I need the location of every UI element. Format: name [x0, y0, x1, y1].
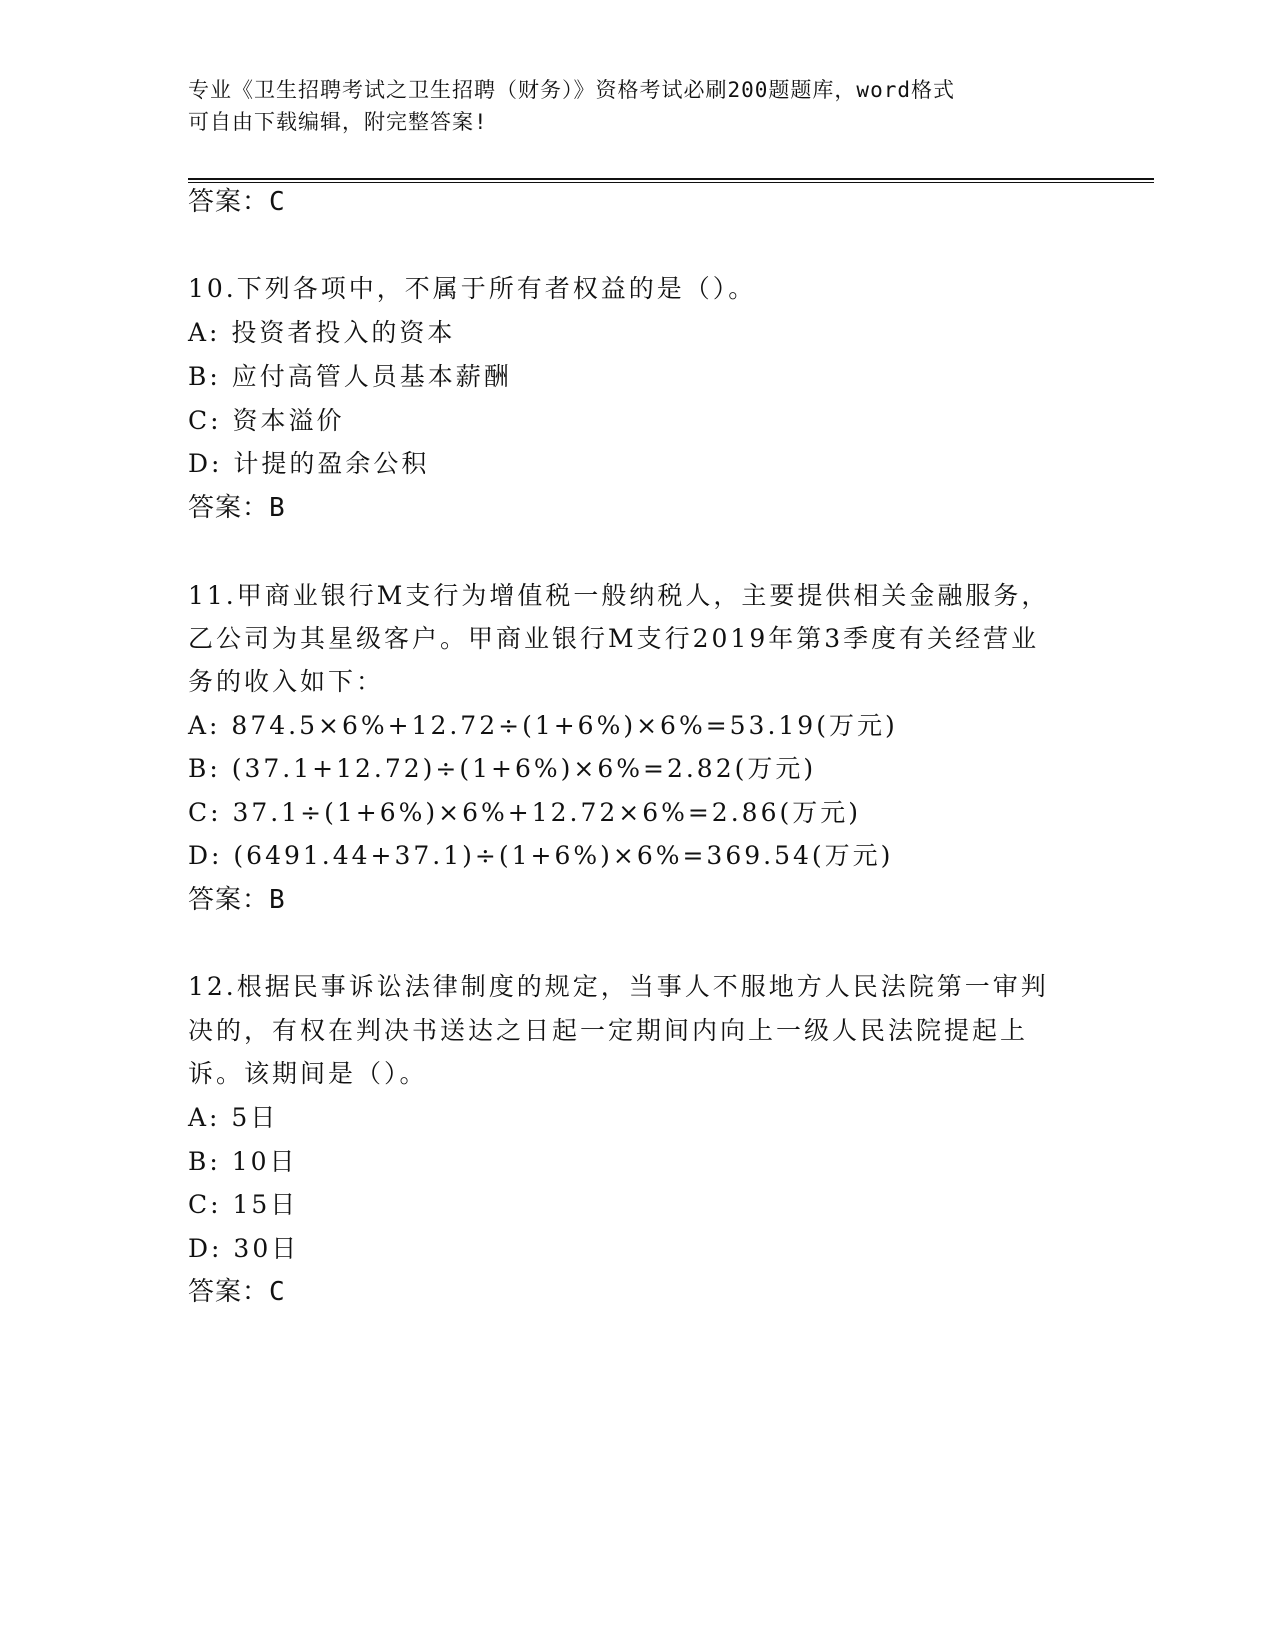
option-d: D: 计提的盈余公积	[188, 449, 430, 478]
question-stem-line-2: 决的，有权在判决书送达之日起一定期间内向上一级人民法院提起上	[188, 1016, 1029, 1045]
option-a: A: 投资者投入的资本	[188, 318, 456, 347]
document-header	[188, 74, 1068, 138]
question-stem-line-2: 乙公司为其星级客户。甲商业银行M支行2019年第3季度有关经营业	[188, 624, 1040, 653]
header-line-2: 可自由下载编辑，附完整答案!	[188, 110, 488, 134]
question-stem: 10.下列各项中，不属于所有者权益的是（）。	[188, 274, 757, 303]
header-divider-thick	[188, 178, 1154, 180]
option-b: B: (37.1+12.72)÷(1+6%)×6%=2.82(万元)	[188, 754, 817, 783]
answer: 答案：B	[188, 493, 286, 523]
question-stem-line-3: 务的收入如下：	[188, 667, 385, 696]
answer: 答案：C	[188, 1277, 286, 1307]
answer-prev: 答案：C	[188, 187, 286, 217]
option-c: C: 资本溢价	[188, 406, 345, 435]
option-b: B: 10日	[188, 1147, 298, 1176]
header-divider-thin	[188, 182, 1154, 183]
option-b: B: 应付高管人员基本薪酬	[188, 362, 512, 391]
option-a: A: 5日	[188, 1103, 279, 1132]
question-stem-line-3: 诉。该期间是（）。	[188, 1059, 428, 1088]
option-d: D: (6491.44+37.1)÷(1+6%)×6%=369.54(万元)	[188, 841, 894, 870]
question-stem-line-1: 12.根据民事诉讼法律制度的规定，当事人不服地方人民法院第一审判	[188, 972, 1049, 1001]
option-a: A: 874.5×6%+12.72÷(1+6%)×6%=53.19(万元)	[188, 711, 898, 740]
answer: 答案：B	[188, 885, 286, 915]
option-c: C: 15日	[188, 1190, 299, 1219]
question-stem-line-1: 11.甲商业银行M支行为增值税一般纳税人，主要提供相关金融服务，	[188, 581, 1050, 610]
header-line-1: 专业《卫生招聘考试之卫生招聘（财务）》资格考试必刷200题题库，word格式	[188, 78, 955, 102]
option-d: D: 30日	[188, 1234, 300, 1263]
option-c: C: 37.1÷(1+6%)×6%+12.72×6%=2.86(万元)	[188, 798, 861, 827]
